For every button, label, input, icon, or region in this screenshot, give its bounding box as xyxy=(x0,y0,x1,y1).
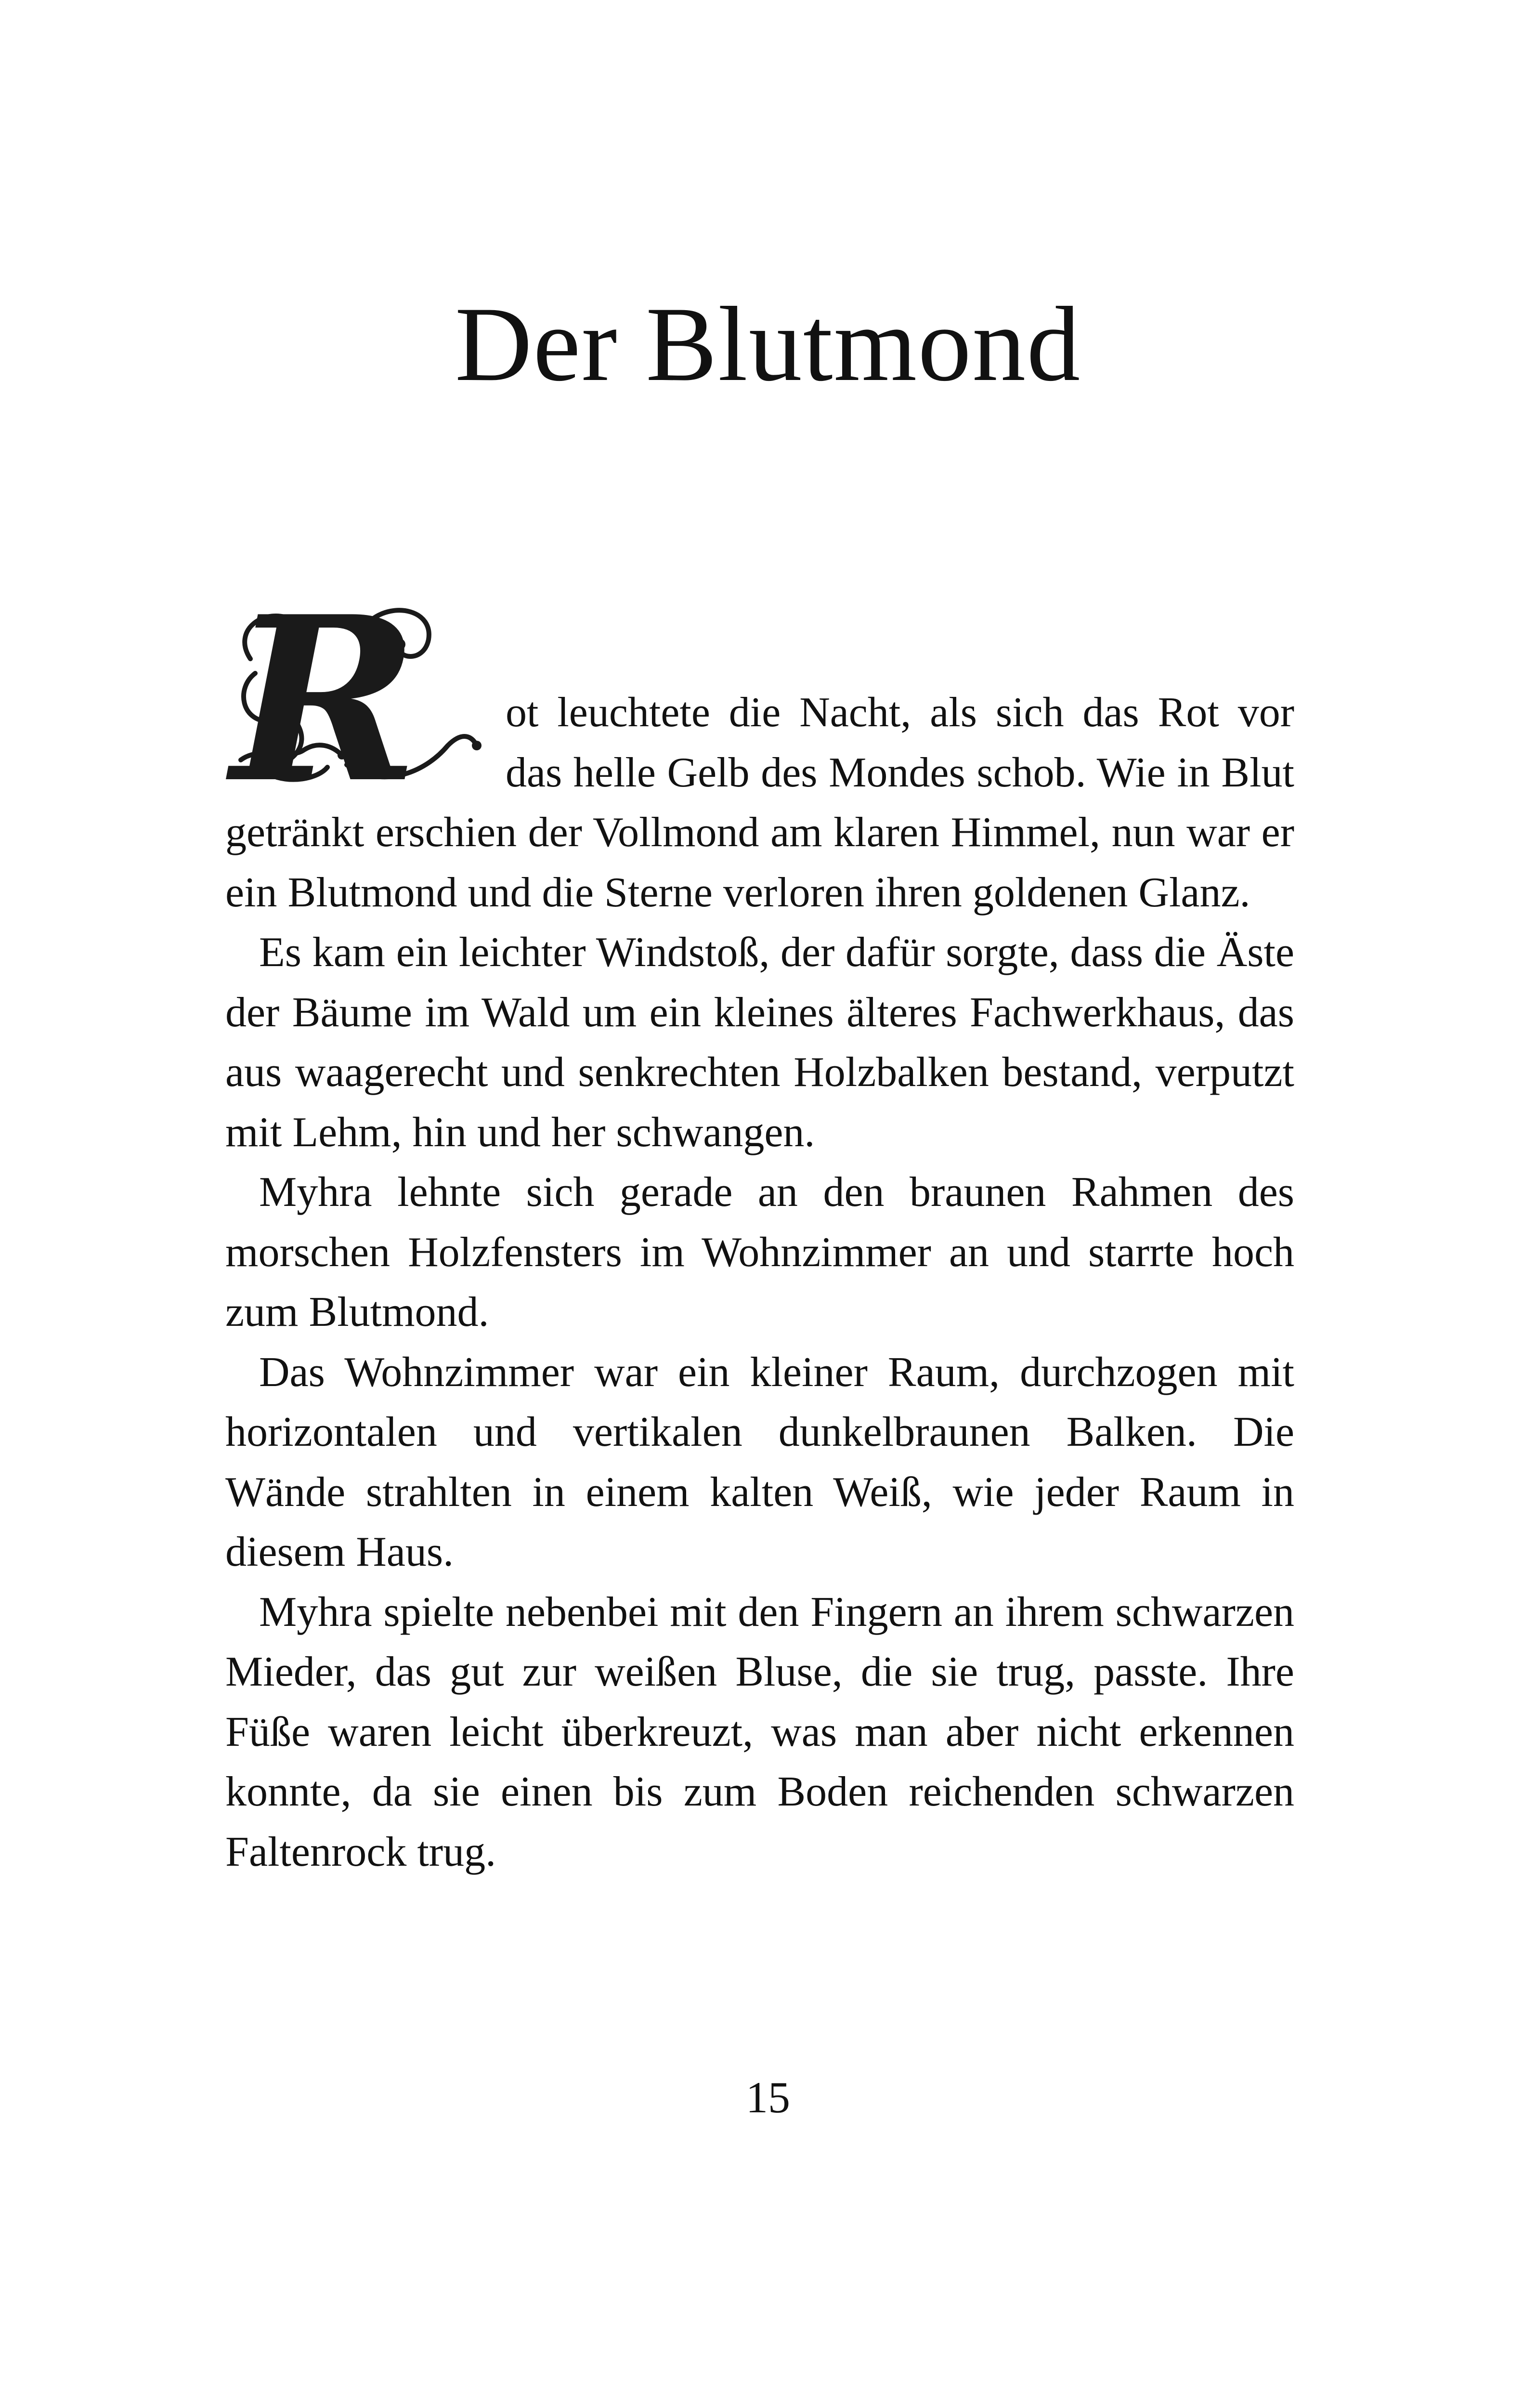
page-number: 15 xyxy=(746,2073,790,2122)
paragraph-2: Es kam ein leichter Windstoß, der dafür sorgte, dass die Äste der Bäume im Wald um ein kleines älteres Fachwerkhaus, das aus waagerecht und senkrechten Holzbalken bestand, verputzt mit Lehm, hin und her schwangen. xyxy=(225,929,1294,1156)
chapter-body xyxy=(225,567,1294,1882)
chapter-title: Der Blutmond xyxy=(455,285,1081,404)
paragraph-3: Myhra lehnte sich gerade an den braunen Rahmen des morschen Holzfensters im Wohnzimmer an und starrte hoch zum Blutmond. xyxy=(225,1169,1294,1335)
paragraph-4: Das Wohnzimmer war ein kleiner Raum, durchzogen mit horizontalen und vertikalen dunkelbraunen Balken. Die Wände strahlten in einem kalten Weiß, wie jeder Raum in diesem Haus. xyxy=(225,1348,1294,1575)
paragraph-5: Myhra spielte nebenbei mit den Fingern an ihrem schwarzen Mieder, das gut zur weißen Bluse, die sie trug, passte. Ihre Füße waren leicht überkreuzt, was man aber nicht erkennen konnte, da sie einen bis zum Boden reichenden schwarzen Faltenrock trug. xyxy=(225,1588,1294,1875)
drop-cap-letter: R xyxy=(231,567,419,833)
ornamental-drop-cap xyxy=(221,567,491,833)
paragraph-text: ot leuchtete die Nacht, als sich das Rot vor das helle Gelb des Mondes schob. Wie in Blut getränkt erschien der Vollmond am klaren Himmel, nun war er ein Blutmond und die Sterne verloren ihren goldenen Glanz. xyxy=(225,689,1294,916)
paragraph-1 xyxy=(225,567,1294,923)
